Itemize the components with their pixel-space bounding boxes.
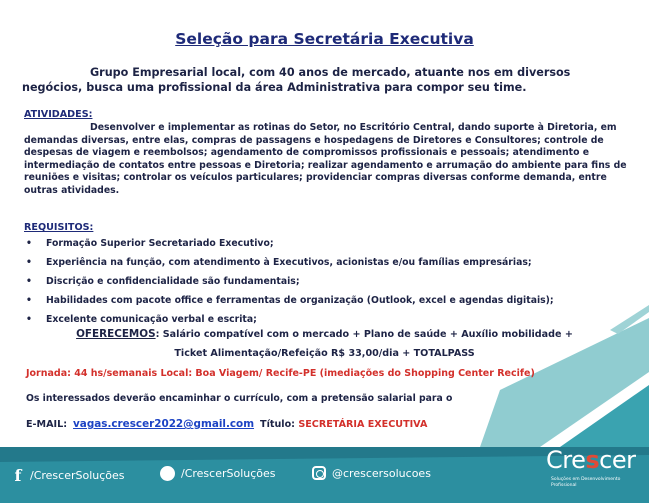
list-item: • Discrição e confidencialidade são fundamentais; [24, 272, 624, 291]
interest-text: Os interessados deverão encaminhar o currículo, com a pretensão salarial para o [26, 393, 453, 404]
logo-wordmark: Crescer [546, 446, 636, 474]
offer-line-2: Ticket Alimentação/Refeição R$ 33,00/dia + TOTALPASS [174, 348, 475, 359]
offer-label: OFERECEMOS [76, 328, 156, 340]
facebook-icon: f [14, 466, 22, 485]
social-facebook[interactable] [12, 466, 125, 485]
activities-paragraph: Desenvolver e implementar as rotinas do Setor, no Escritório Central, dando suporte à Diretoria, em demandas diversas, entre elas, compras de passagens e hospedagens de Diretores e Consultores; controle de despesas de viagem e reembolsos; agendamento de compromissos profissionais e pessoais; atendimento e intermediação de contatos entre pessoas e Diretoria; realizar agendamento e arrumação do ambiente para fins de reuniões e visitas; controlar os veículos particulares; providenciar compras diversas conforme demanda, entre outras atividades. [24, 122, 627, 196]
list-item: • Excelente comunicação verbal e escrita; [24, 310, 624, 329]
logo-subtitle: Soluções em Desenvolvimento Profissional [551, 477, 621, 488]
offer-text-1: : Salário compatível com o mercado + Plano de saúde + Auxílio mobilidade + [155, 329, 573, 340]
offer-block [0, 325, 649, 363]
activities-heading: ATIVIDADES: [24, 109, 93, 120]
offer-line-1 [0, 325, 649, 344]
contact-line [26, 418, 427, 430]
email-label: E-MAIL: [26, 419, 68, 430]
social-linkedin[interactable] [160, 466, 276, 481]
list-item: • Experiência na função, com atendimento à Executivos, acionistas e/ou famílias empresárias; [24, 253, 624, 272]
intro-paragraph: Grupo Empresarial local, com 40 anos de mercado, atuante nos em diversos negócios, busca uma profissional da área Administrativa para compor seu time. [22, 66, 571, 94]
linkedin-handle: /CrescerSoluções [181, 467, 276, 480]
list-item: • Habilidades com pacote office e ferramentas de organização (Outlook, excel e agendas digitais); [24, 291, 624, 310]
linkedin-icon: in [160, 466, 175, 481]
requirements-list [24, 234, 624, 329]
facebook-handle: /CrescerSoluções [30, 469, 125, 482]
instagram-handle: @crescersolucoes [332, 466, 431, 480]
instagram-icon [312, 466, 326, 480]
title-label: Título: [260, 419, 295, 430]
page-title: Seleção para Secretária Executiva [175, 30, 474, 48]
requirements-heading: REQUISITOS: [24, 222, 94, 233]
social-instagram[interactable] [312, 466, 431, 480]
jornada-location: Jornada: 44 hs/semanais Local: Boa Viagem/ Recife-PE (imediações do Shopping Center Recife) [26, 368, 535, 379]
title-value: SECRETÁRIA EXECUTIVA [298, 419, 428, 430]
email-link[interactable]: vagas.crescer2022@gmail.com [73, 418, 255, 430]
list-item: • Formação Superior Secretariado Executivo; [24, 234, 624, 253]
crescer-logo [543, 446, 639, 496]
